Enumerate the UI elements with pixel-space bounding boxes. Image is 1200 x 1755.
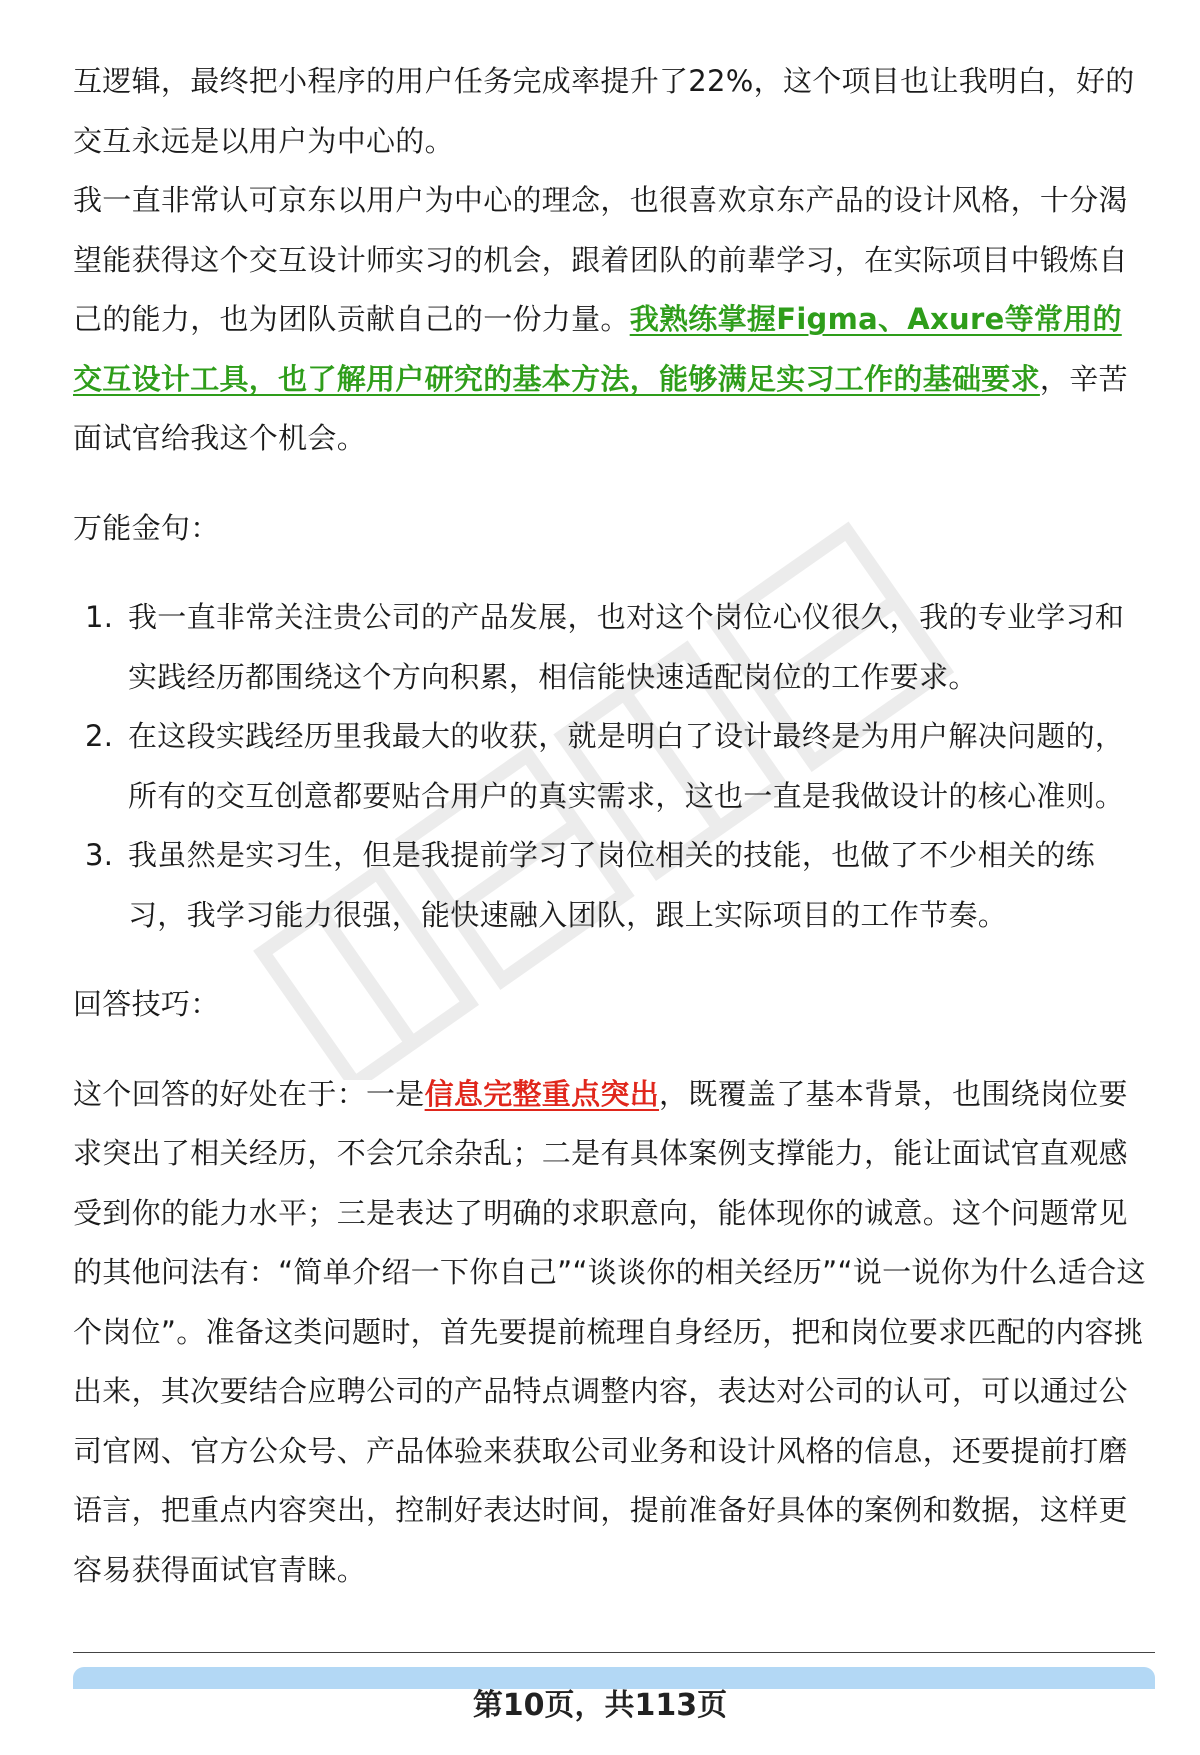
heading-answer-tips: 回答技巧： [73,987,220,1021]
paragraph-intro [73,52,1151,171]
list-item-number: 2. [85,719,114,753]
document-body [73,52,1151,1600]
red-highlight-text: 信息完整重点突出 [424,1076,660,1111]
paragraph-motivation-tail: ，辛苦面试官给我这个机会。 [73,361,1128,455]
list-item-text: 我虽然是实习生，但是我提前学习了岗位相关的技能，也做了不少相关的练习，我学习能力很强，能快速融入团队，跟上实际项目的工作节奏。 [128,838,1095,932]
footer-divider [73,1652,1155,1653]
list-item [73,826,1151,945]
page-number: 第10页，共113页 [472,1688,728,1723]
paragraph-motivation [73,171,1151,469]
paragraph-tips [73,1065,1151,1601]
golden-phrases-list [73,588,1151,945]
paragraph-tips-body: ，既覆盖了基本背景，也围绕岗位要求突出了相关经历，不会冗余杂乱；二是有具体案例支撑能力，能让面试官直观感受到你的能力水平；三是表达了明确的求职意向，能体现你的诚意。这个问题常见的其他问法有：“简单介绍一下你自己”“谈谈你的相关经历”“说一说你为什么适合这个岗位”。准备这类问题时，首先要提前梳理自身经历，把和岗位要求匹配的内容挑出来，其次要结合应聘公司的产品特点调整内容，表达对公司的认可，可以通过公司官网、官方公众号、产品体验来获取公司业务和设计风格的信息，还要提前打磨语言，把重点内容突出，控制好表达时间，提前准备好具体的案例和数据，这样更容易获得面试官青睐。 [73,1076,1146,1587]
list-item [73,588,1151,707]
heading-golden-phrases: 万能金句： [73,510,220,545]
list-item-number: 1. [85,600,114,634]
green-highlight-text: 我熟练掌握Figma、Axure等常用的交互设计工具，也了解用户研究的基本方法，能够满足实习工作的基础要求 [73,302,1122,396]
paragraph-tips-lead: 这个回答的好处在于：一是 [73,1076,425,1111]
list-item [73,707,1151,826]
paragraph-intro-text: 互逻辑，最终把小程序的用户任务完成率提升了22%，这个项目也让我明白，好的交互永远是以用户为中心的。 [73,64,1135,158]
list-item-number: 3. [85,838,114,872]
list-item-text: 在这段实践经历里我最大的收获，就是明白了设计最终是为用户解决问题的，所有的交互创意都要贴合用户的真实需求，这也一直是我做设计的核心准则。 [128,719,1125,813]
list-item-text: 我一直非常关注贵公司的产品发展，也对这个岗位心仪很久，我的专业学习和实践经历都围绕这个方向积累，相信能快速适配岗位的工作要求。 [128,600,1125,694]
paragraph-motivation-text: 我一直非常认可京东以用户为中心的理念，也很喜欢京东产品的设计风格，十分渴望能获得这个交互设计师实习的机会，跟着团队的前辈学习，在实际项目中锻炼自己的能力，也为团队贡献自己的一份力量。 [73,183,1128,336]
